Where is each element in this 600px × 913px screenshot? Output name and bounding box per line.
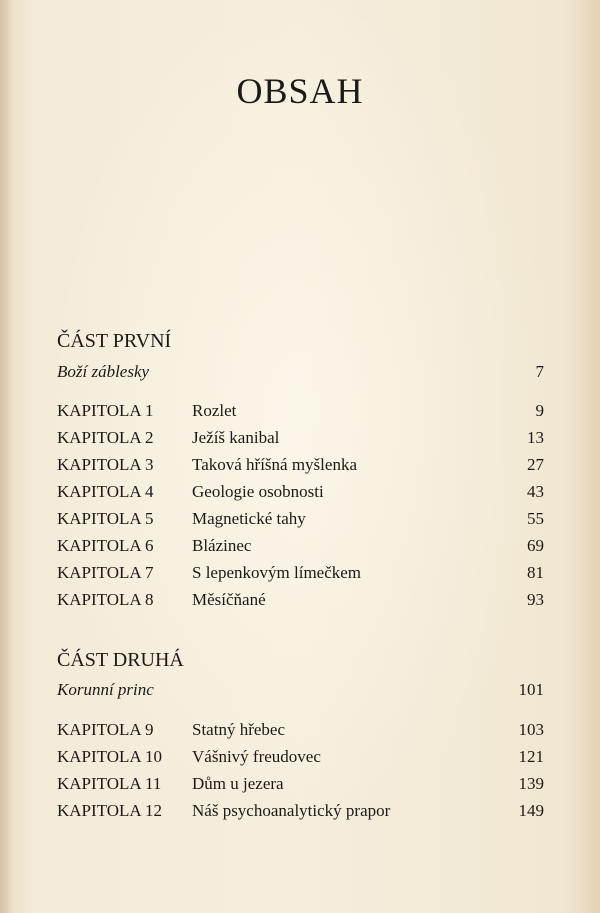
chapter-label: KAPITOLA 10 [57,747,162,766]
chapter-label: KAPITOLA 5 [57,509,154,528]
chapter-row [57,772,544,796]
chapter-title: S lepenkovým límečkem [192,563,362,582]
chapter-page: 81 [527,563,544,582]
chapter-label: KAPITOLA 9 [57,720,154,739]
part-two-subtitle-page: 101 [518,680,544,699]
chapter-label: KAPITOLA 3 [57,455,154,474]
chapter-page: 93 [527,590,544,609]
chapter-row [57,399,544,423]
chapter-title: Náš psychoanalytický prapor [192,801,391,820]
chapter-page: 13 [527,428,544,447]
chapter-label: KAPITOLA 8 [57,590,154,609]
chapter-title: Blázinec [192,536,252,555]
chapter-title: Magnetické tahy [192,509,306,528]
chapter-page: 9 [535,401,544,420]
chapter-page: 27 [527,455,544,474]
chapter-title: Dům u jezera [192,774,284,793]
chapter-row [57,534,544,558]
chapter-row [57,561,544,585]
part-two-subtitle: Korunní princ [57,680,154,699]
chapter-title: Měsíčňané [192,590,266,609]
chapter-row [57,453,544,477]
chapter-label: KAPITOLA 2 [57,428,154,447]
chapter-page: 139 [518,774,544,793]
chapter-row [57,799,544,823]
chapter-row [57,507,544,531]
chapter-title: Taková hříšná myšlenka [192,455,357,474]
chapter-row [57,718,544,742]
chapter-label: KAPITOLA 4 [57,482,154,501]
part-one-subtitle: Boží záblesky [57,362,150,381]
part-one-heading: ČÁST PRVNÍ [57,330,172,352]
chapter-label: KAPITOLA 11 [57,774,162,793]
chapter-row [57,426,544,450]
chapter-row [57,745,544,769]
chapter-title: Ježíš kanibal [192,428,280,447]
chapter-page: 69 [527,536,544,555]
part-two-heading: ČÁST DRUHÁ [57,649,184,671]
chapter-label: KAPITOLA 6 [57,536,154,555]
chapter-label: KAPITOLA 12 [57,801,162,820]
chapter-page: 121 [518,747,544,766]
chapter-page: 149 [518,801,544,820]
chapter-title: Statný hřebec [192,720,285,739]
chapter-title: Rozlet [192,401,237,420]
chapter-page: 43 [527,482,544,501]
chapter-row [57,588,544,612]
chapter-row [57,480,544,504]
chapter-label: KAPITOLA 1 [57,401,154,420]
part-one-subtitle-page: 7 [535,362,544,381]
page-title: OBSAH [236,71,364,111]
chapter-title: Geologie osobnosti [192,482,324,501]
chapter-label: KAPITOLA 7 [57,563,154,582]
page-edge-shadow [0,0,14,913]
chapter-title: Vášnivý freudovec [192,747,321,766]
chapter-page: 103 [518,720,544,739]
chapter-page: 55 [527,509,544,528]
